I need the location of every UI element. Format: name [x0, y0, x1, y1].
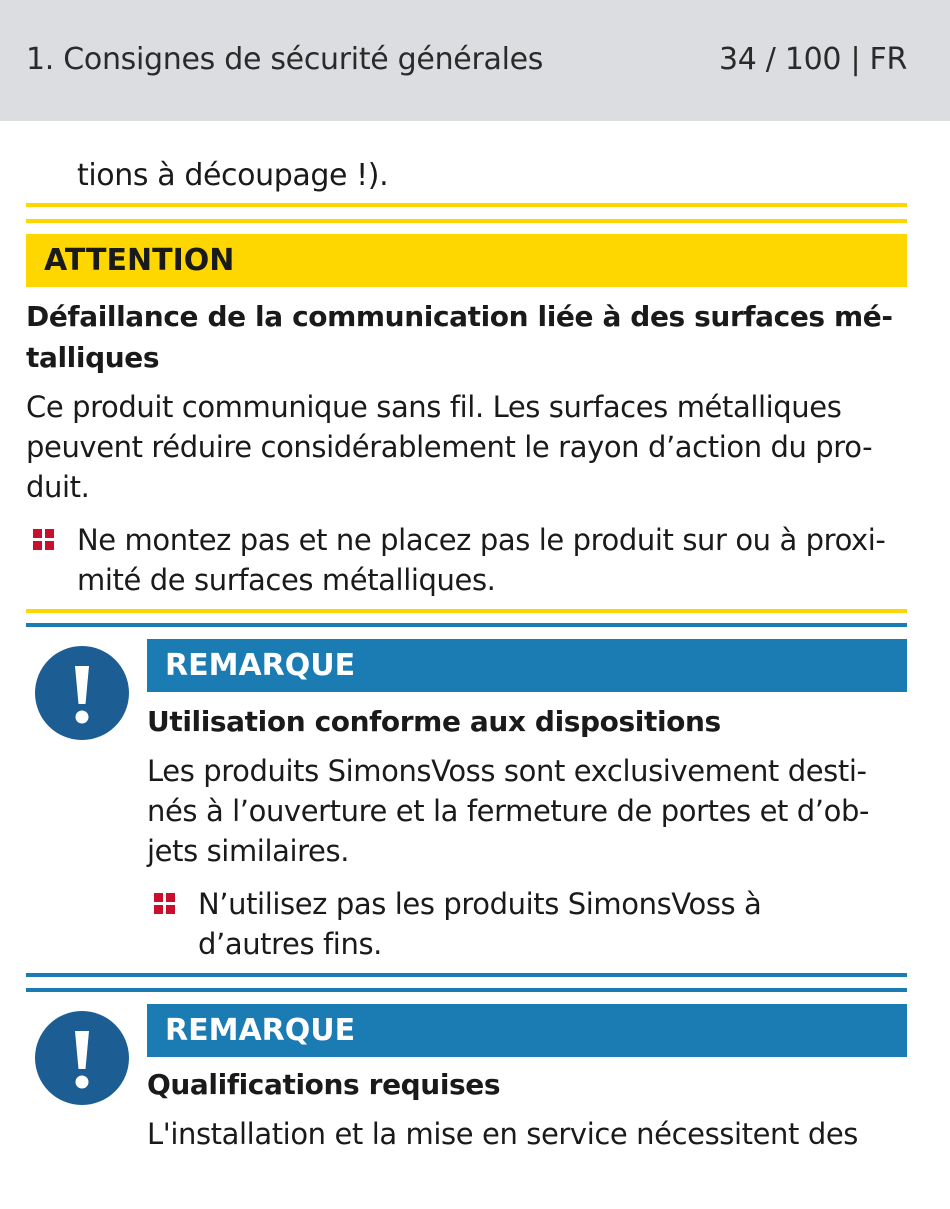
remark1-heading: Utilisation conforme aux dispositions [147, 705, 721, 738]
remark2-body [147, 1114, 858, 1154]
attention-body-line: duit. [26, 470, 90, 504]
attention-label: ATTENTION [26, 234, 907, 287]
attention-body [26, 387, 872, 507]
section-title: 1. Consignes de sécurité générales [26, 42, 544, 77]
attention-heading [26, 296, 893, 378]
remark2-heading: Qualifications requises [147, 1068, 501, 1101]
attention-heading-line: talliques [26, 341, 160, 374]
remark2-label: REMARQUE [147, 1004, 907, 1057]
attention-body-line: Ce produit communique sans fil. Les surfaces métalliques [26, 390, 842, 424]
page-indicator: 34 / 100 | FR [719, 42, 907, 77]
attention-bullet-text [77, 520, 886, 600]
remark2-body-line: L'installation et la mise en service nécessitent des [147, 1117, 858, 1151]
remark1-top-rule [26, 623, 907, 627]
attention-top-rule-2 [26, 219, 907, 223]
remark1-bottom-rule [26, 973, 907, 977]
remark1-body-line: Les produits SimonsVoss sont exclusivement desti- [147, 754, 867, 788]
attention-bottom-rule [26, 609, 907, 613]
attention-bullet-line: mité de surfaces métalliques. [77, 563, 496, 597]
remark1-label: REMARQUE [147, 639, 907, 692]
four-square-bullet-icon [33, 529, 55, 551]
exclamation-circle-icon [35, 646, 129, 740]
remark1-bullet-line: d’autres fins. [198, 927, 382, 961]
attention-top-rule [26, 203, 907, 207]
attention-bullet-line: Ne montez pas et ne placez pas le produit sur ou à proxi- [77, 523, 886, 557]
attention-body-line: peuvent réduire considérablement le rayon d’action du pro- [26, 430, 873, 464]
continuation-text: tions à découpage !). [77, 158, 389, 193]
remark1-bullet-line: N’utilisez pas les produits SimonsVoss à [198, 887, 762, 921]
attention-heading-line: Défaillance de la communication liée à des surfaces mé- [26, 300, 893, 333]
remark1-body-line: jets similaires. [147, 834, 350, 868]
remark1-bullet-text [198, 884, 761, 964]
page-header [0, 0, 950, 121]
remark2-top-rule [26, 988, 907, 992]
exclamation-circle-icon [35, 1011, 129, 1105]
remark1-body-line: nés à l’ouverture et la fermeture de portes et d’ob- [147, 794, 870, 828]
remark1-body [147, 751, 869, 871]
four-square-bullet-icon [154, 893, 176, 915]
